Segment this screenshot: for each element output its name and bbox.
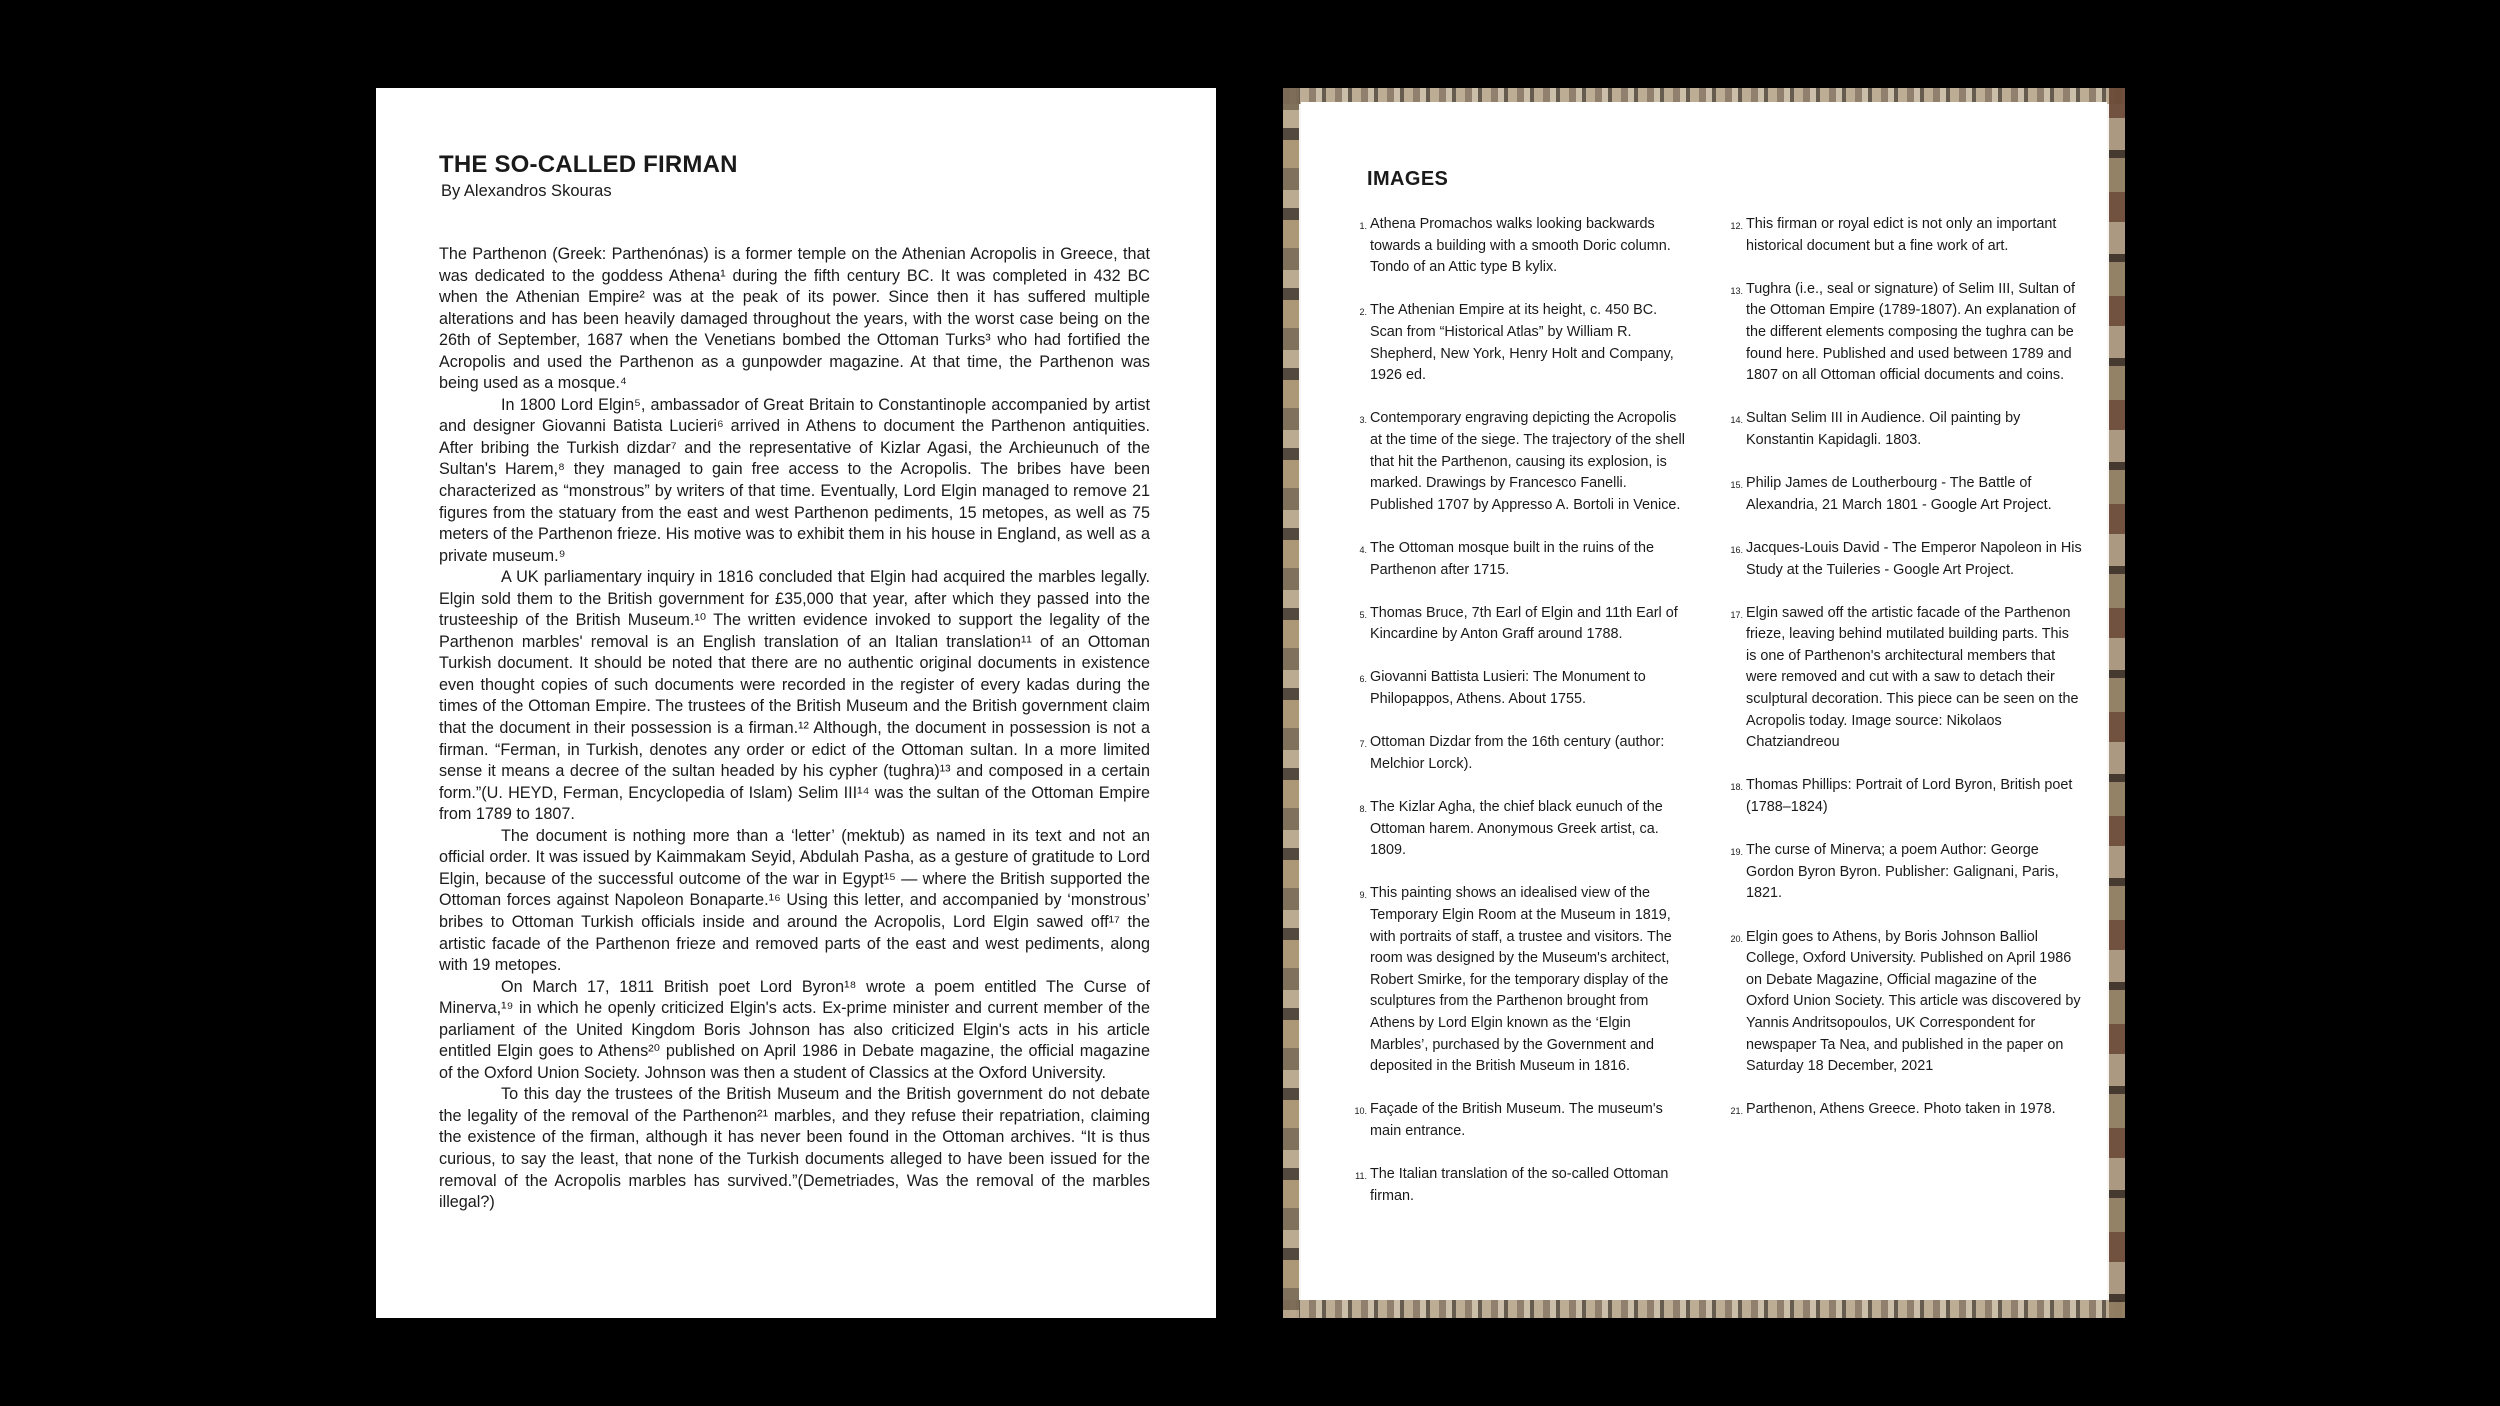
caption-text: Ottoman Dizdar from the 16th century (author: Melchior Lorck). bbox=[1370, 734, 1665, 772]
caption-item bbox=[1351, 883, 1691, 1077]
article-title: THE SO-CALLED FIRMAN bbox=[439, 151, 738, 178]
caption-text: Elgin sawed off the artistic facade of the Parthenon frieze, leaving behind mutilated building parts. This is one of Parthenon's architectural members that were removed and cut with a saw to detach their sculptural decoration. This piece can be seen on the Acropolis today. Image source: Nikolaos Chatziandreou bbox=[1746, 604, 2079, 751]
caption-text: The Italian translation of the so-called Ottoman firman. bbox=[1370, 1166, 1669, 1204]
caption-item bbox=[1351, 1099, 1691, 1142]
caption-number: 15. bbox=[1730, 480, 1743, 491]
caption-number: 1. bbox=[1359, 221, 1367, 231]
caption-number: 7. bbox=[1359, 739, 1367, 750]
article-paragraph: In 1800 Lord Elgin⁵, ambassador of Great Britain to Constantinople accompanied by artist and designer Giovanni Batista Lucieri⁶ arrived in Athens to document the Parthenon antiquities. After bribing the Turkish dizdar⁷ and the representative of Kizlar Agasi, the Archieunuch of the Sultan's Harem,⁸ they managed to gain free access to the Acropolis. The bribes have been characterized as “monstrous” by writers of that time. Eventually, Lord Elgin managed to remove 21 figures from the statuary from the east and west Parthenon pediments, 15 metopes, as well as 75 meters of the Parthenon frieze. His motive was to exhibit them in his house in England, as well as a private museum.⁹ bbox=[439, 395, 1150, 565]
caption-item bbox=[1723, 840, 2083, 905]
caption-item bbox=[1351, 603, 1691, 646]
caption-text: Thomas Bruce, 7th Earl of Elgin and 11th Earl of Kincardine by Anton Graff around 1788. bbox=[1370, 604, 1678, 643]
article-page bbox=[376, 88, 1216, 1318]
caption-item bbox=[1351, 1164, 1691, 1207]
caption-text: Giovanni Battista Lusieri: The Monument to Philopappos, Athens. About 1755. bbox=[1370, 669, 1646, 708]
collage-border-bottom bbox=[1283, 1300, 2125, 1318]
caption-item bbox=[1351, 300, 1691, 386]
images-title: IMAGES bbox=[1367, 168, 1449, 190]
caption-number: 14. bbox=[1730, 415, 1743, 426]
caption-item bbox=[1351, 732, 1691, 775]
caption-number: 20. bbox=[1730, 933, 1743, 944]
caption-item bbox=[1723, 279, 2083, 387]
caption-item bbox=[1723, 408, 2083, 451]
caption-text: Elgin goes to Athens, by Boris Johnson Balliol College, Oxford University. Published on April 1986 on Debate Magazine, Official magazine of the Oxford Union Society. This article was discovered by Yannis Andritsopoulos, UK Correspondent for newspaper Ta Nea, and published in the paper on Saturday 18 December, 2021 bbox=[1746, 928, 2081, 1075]
article-body bbox=[439, 244, 1150, 1214]
caption-number: 18. bbox=[1730, 782, 1743, 793]
captions-column-left bbox=[1351, 214, 1691, 1229]
captions-panel bbox=[1301, 102, 2107, 1300]
collage-border-left bbox=[1283, 88, 1299, 1318]
caption-item bbox=[1351, 214, 1691, 279]
caption-item bbox=[1723, 538, 2083, 581]
caption-item bbox=[1723, 473, 2083, 516]
caption-item bbox=[1351, 667, 1691, 710]
caption-text: Athena Promachos walks looking backwards towards a building with a smooth Doric column. Tondo of an Attic type B kylix. bbox=[1370, 216, 1671, 276]
caption-text: Contemporary engraving depicting the Acropolis at the time of the siege. The trajectory of the shell that hit the Parthenon, causing its explosion, is marked. Drawings by Francesco Fanelli. Published 1707 by Appresso A. Bortoli in Venice. bbox=[1370, 410, 1685, 513]
caption-item bbox=[1351, 408, 1691, 516]
caption-item bbox=[1351, 538, 1691, 581]
caption-text: Parthenon, Athens Greece. Photo taken in 1978. bbox=[1746, 1101, 2056, 1118]
caption-number: 2. bbox=[1359, 307, 1367, 318]
caption-text: The curse of Minerva; a poem Author: George Gordon Byron Byron. Publisher: Galignani, Paris, 1821. bbox=[1746, 842, 2059, 902]
caption-text: The Ottoman mosque built in the ruins of the Parthenon after 1715. bbox=[1370, 539, 1654, 578]
caption-number: 4. bbox=[1359, 544, 1367, 555]
caption-text: Sultan Selim III in Audience. Oil painting by Konstantin Kapidagli. 1803. bbox=[1746, 410, 2021, 448]
caption-number: 3. bbox=[1359, 415, 1367, 426]
caption-number: 21. bbox=[1730, 1106, 1743, 1117]
caption-number: 12. bbox=[1730, 221, 1743, 231]
caption-number: 17. bbox=[1730, 609, 1743, 620]
article-paragraph: On March 17, 1811 British poet Lord Byron¹⁸ wrote a poem entitled The Curse of Minerva,¹⁹ in which he openly criticized Elgin's acts. Ex-prime minister and current member of the parliament of the United Kingdom Boris Johnson has also criticized Elgin's acts in his article entitled Elgin goes to Athens²⁰ published on April 1986 in Debate magazine, the official magazine of the Oxford Union Society. Johnson was then a student of Classics at the Oxford University. bbox=[439, 977, 1150, 1082]
caption-number: 5. bbox=[1359, 609, 1367, 620]
caption-number: 8. bbox=[1359, 804, 1367, 815]
collage-border-right bbox=[2109, 88, 2125, 1318]
caption-text: Jacques-Louis David - The Emperor Napoleon in His Study at the Tuileries - Google Art Project. bbox=[1746, 539, 2082, 578]
article-paragraph: A UK parliamentary inquiry in 1816 concluded that Elgin had acquired the marbles legally. Elgin sold them to the British government for £35,000 that year, after which they passed into the trusteeship of the British Museum.¹⁰ The written evidence invoked to support the legality of the Parthenon marbles' removal is an English translation of an Italian translation¹¹ of an Ottoman Turkish document. It should be noted that there are no authentic original documents in existence even thought copies of such documents were recorded in the register of every kadas during the times of the Ottoman Empire. The trustees of the British Museum and the British government claim that the document in their possession is a firman.¹² Although, the document in possession is not a firman. “Ferman, in Turkish, denotes any order or edict of the Ottoman sultan. In a more limited sense it means a decree of the sultan headed by his cypher (tughra)¹³ and composed in a certain form.”(U. HEYD, Ferman, Encyclopedia of Islam) Selim III¹⁴ was the sultan of the Ottoman Empire from 1789 to 1807. bbox=[439, 568, 1150, 824]
caption-text: This painting shows an idealised view of the Temporary Elgin Room at the Museum in 1819, with portraits of staff, a trustee and visitors. The room was designed by the Museum's architect, Robert Smirke, for the temporary display of the sculptures from the Parthenon brought from Athens by Lord Elgin known as the ‘Elgin Marbles’, purchased by the Government and deposited in the British Museum in 1816. bbox=[1370, 885, 1672, 1075]
article-paragraph: To this day the trustees of the British Museum and the British government do not debate the legality of the removal of the Parthenon²¹ marbles, and they refuse their repatriation, claiming the existence of the firman, although it has never been found in the Ottoman archives. “It is thus curious, to say the least, that none of the Turkish documents alleged to have been issued for the removal of the Acropolis marbles has survived.”(Demetriades, Was the removal of the marbles illegal?) bbox=[439, 1085, 1150, 1212]
caption-text: Philip James de Loutherbourg - The Battle of Alexandria, 21 March 1801 - Google Art Project. bbox=[1746, 475, 2052, 513]
images-page bbox=[1283, 88, 2125, 1318]
caption-number: 6. bbox=[1359, 674, 1367, 685]
caption-text: This firman or royal edict is not only an important historical document but a fine work of art. bbox=[1746, 216, 2057, 254]
caption-number: 19. bbox=[1730, 847, 1743, 858]
caption-number: 16. bbox=[1730, 544, 1743, 555]
caption-item bbox=[1723, 214, 2083, 257]
article-paragraph: The document is nothing more than a ‘letter’ (mektub) as named in its text and not an official order. It was issued by Kaimmakam Seyid, Abdulah Pasha, as a gesture of gratitude to Lord Elgin, because of the successful outcome of the war in Egypt¹⁵ — where the British supported the Ottoman forces against Napoleon Bonaparte.¹⁶ Using this letter, and accompanied by ‘monstrous’ bribes to Ottoman Turkish officials inside and around the Acropolis, Lord Elgin sawed off¹⁷ the artistic facade of the Parthenon frieze and removed parts of the east and west pediments, along with 19 metopes. bbox=[439, 826, 1150, 975]
caption-item bbox=[1723, 775, 2083, 818]
caption-text: Thomas Phillips: Portrait of Lord Byron, British poet (1788–1824) bbox=[1746, 777, 2073, 816]
caption-number: 11. bbox=[1355, 1171, 1367, 1182]
caption-text: The Athenian Empire at its height, c. 450 BC. Scan from “Historical Atlas” by William R. Shepherd, New York, Henry Holt and Company, 1926 ed. bbox=[1370, 302, 1674, 384]
article-paragraph: The Parthenon (Greek: Parthenónas) is a former temple on the Athenian Acropolis in Greece, that was dedicated to the goddess Athena¹ during the fifth century BC. It was completed in 432 BC when the Athenian Empire² was at the peak of its power. Since then it has suffered multiple alterations and has been heavily damaged throughout the years, with the worst case being on the 26th of September, 1687 when the Venetians bombed the Ottoman Turks³ who had fortified the Acropolis and used the Parthenon as a gunpowder magazine. At that time, the Parthenon was being used as a mosque.⁴ bbox=[439, 245, 1150, 393]
caption-item bbox=[1723, 1099, 2083, 1123]
caption-number: 10. bbox=[1354, 1106, 1367, 1117]
caption-text: The Kizlar Agha, the chief black eunuch of the Ottoman harem. Anonymous Greek artist, ca. 1809. bbox=[1370, 799, 1663, 859]
captions-column-right bbox=[1723, 214, 2083, 1145]
caption-item bbox=[1351, 797, 1691, 862]
caption-number: 13. bbox=[1730, 285, 1743, 296]
article-byline: By Alexandros Skouras bbox=[441, 182, 612, 200]
caption-item bbox=[1723, 927, 2083, 1078]
caption-item bbox=[1723, 603, 2083, 754]
caption-text: Tughra (i.e., seal or signature) of Selim III, Sultan of the Ottoman Empire (1789-1807). An explanation of the different elements composing the tughra can be found here. Published and used between 1789 and 1807 on all Ottoman official documents and coins. bbox=[1746, 280, 2076, 384]
caption-number: 9. bbox=[1359, 890, 1367, 901]
caption-text: Façade of the British Museum. The museum's main entrance. bbox=[1370, 1101, 1663, 1139]
